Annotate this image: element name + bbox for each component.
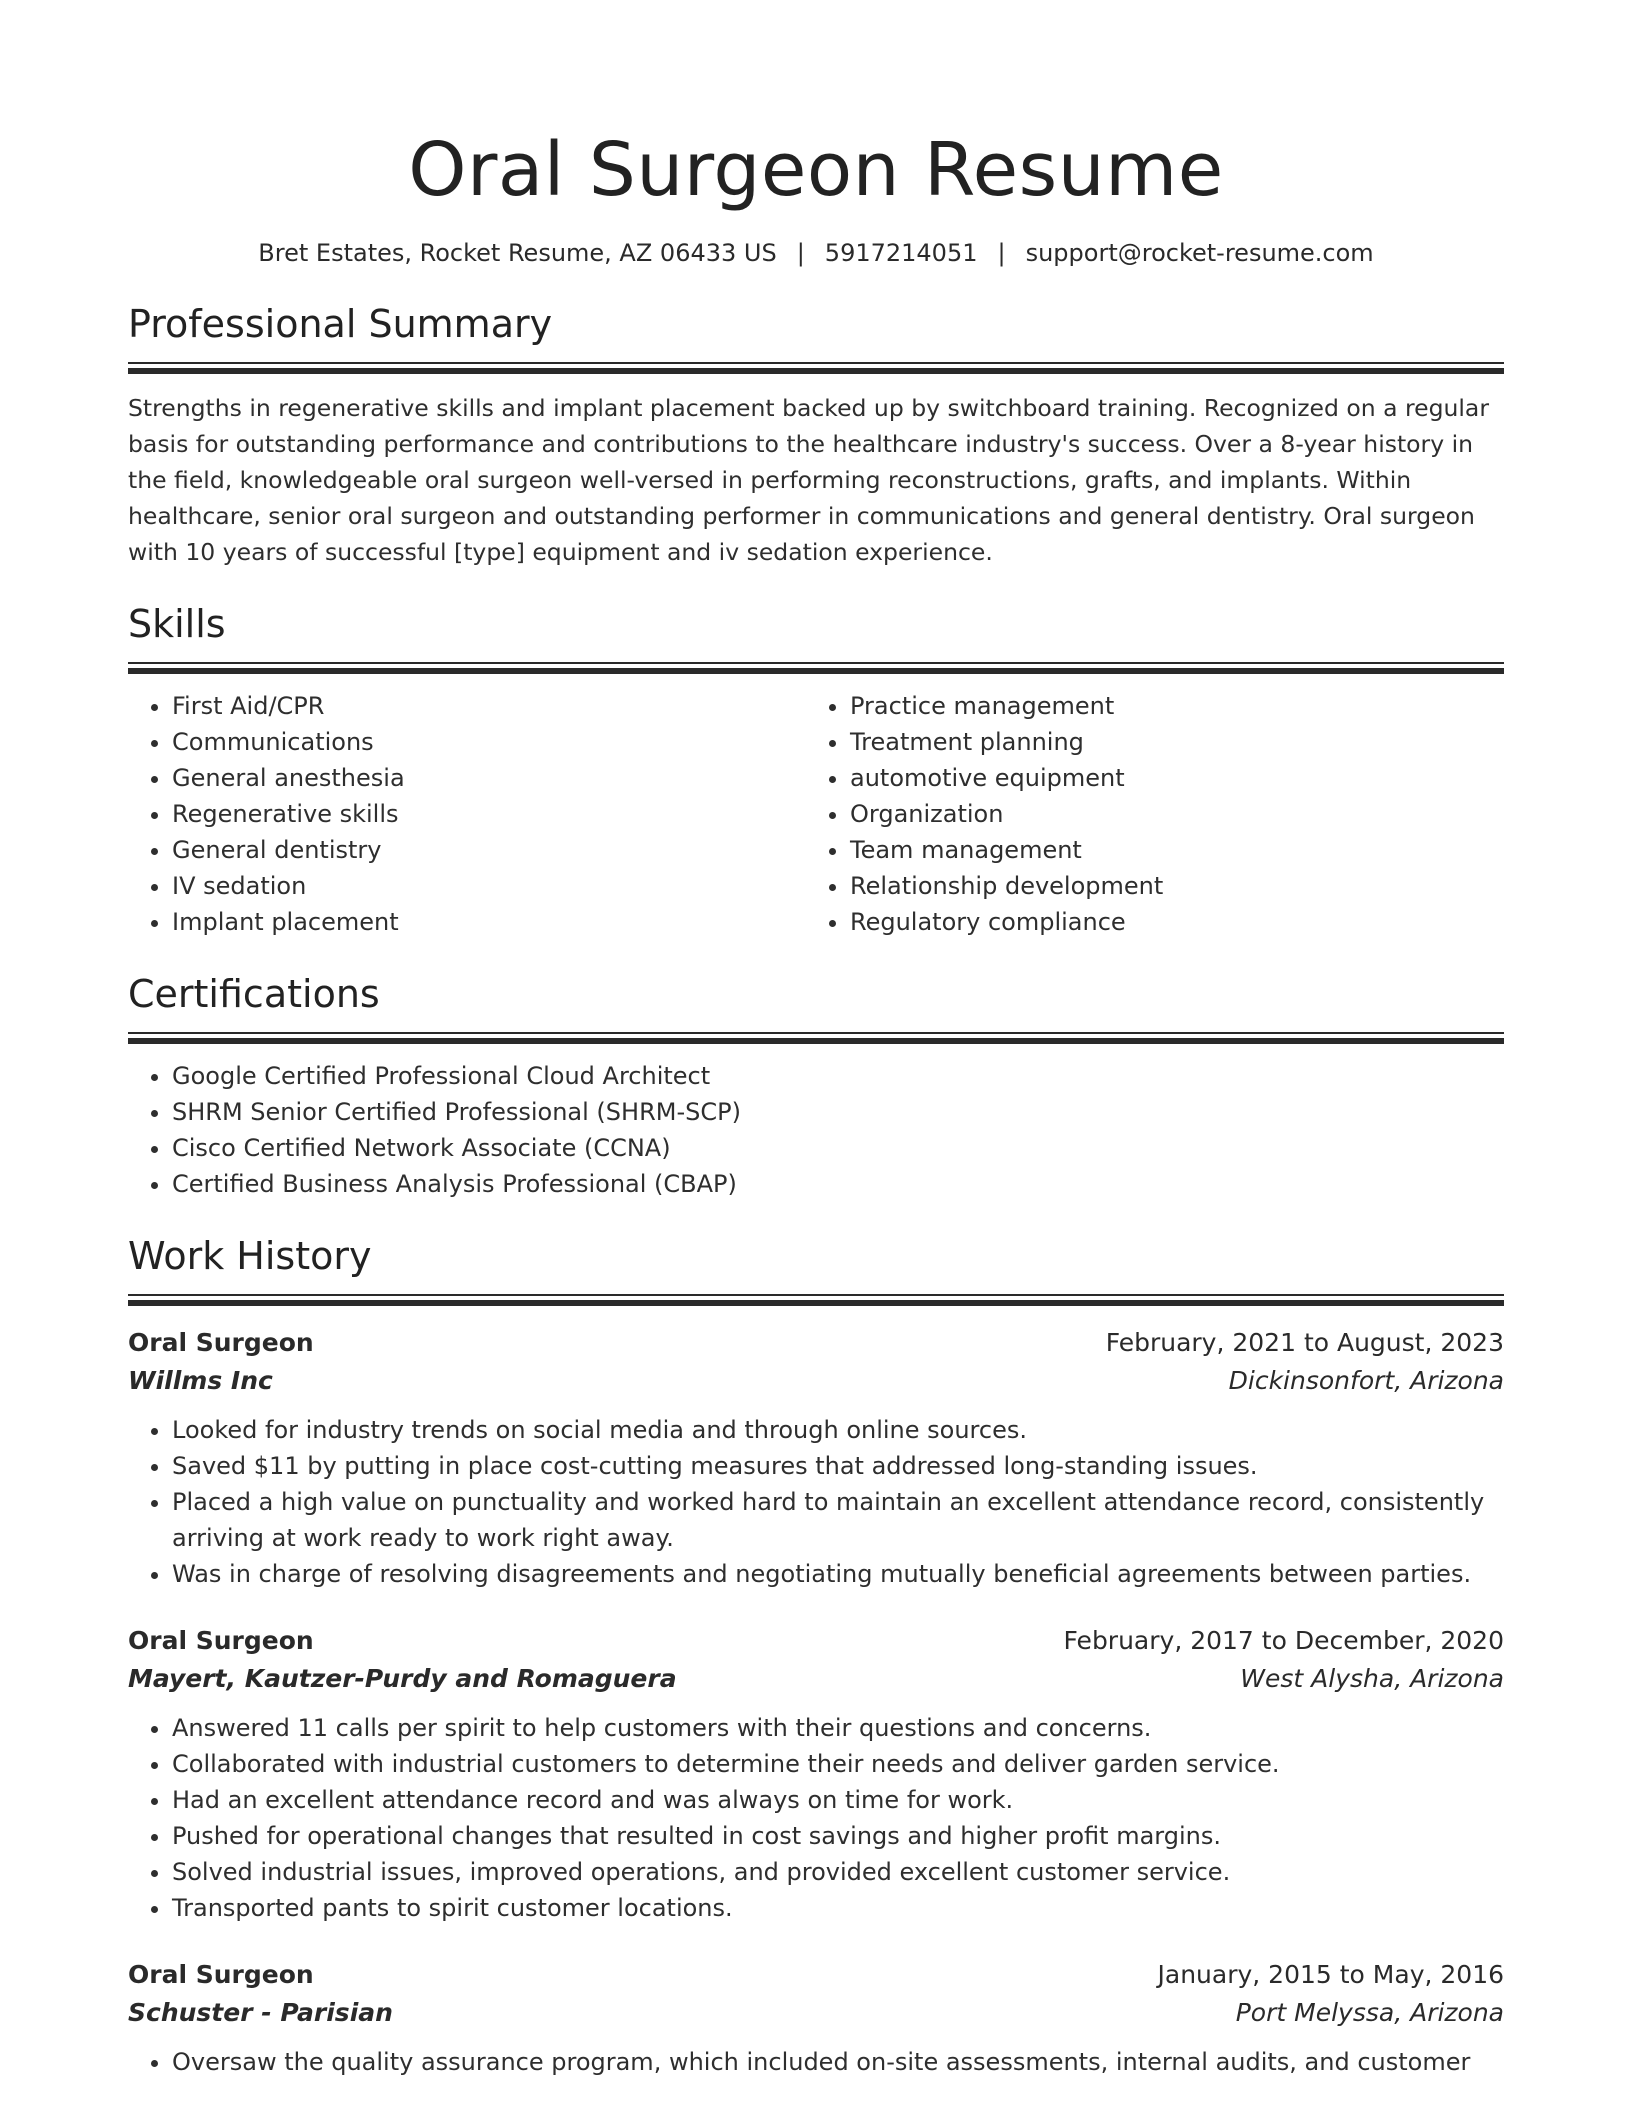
job-company: Mayert, Kautzer-Purdy and Romaguera [128, 1664, 677, 1693]
job-duty-item: • Collaborated with industrial customers to determine their needs and deliver garden service. [172, 1746, 1504, 1782]
skill-item: • Relationship development [850, 868, 1484, 904]
skill-item: • Implant placement [172, 904, 806, 940]
job-dates: February, 2021 to August, 2023 [1105, 1328, 1504, 1357]
job-title: Oral Surgeon [128, 1328, 314, 1357]
job-header-row [128, 1324, 1504, 1362]
skill-item: • Communications [172, 724, 806, 760]
skill-item: • Treatment planning [850, 724, 1484, 760]
resume-page [128, 0, 1504, 2080]
contact-email[interactable]: support@rocket-resume.com [1025, 239, 1374, 267]
job-company-row [128, 1362, 1504, 1400]
skill-item: • Regenerative skills [172, 796, 806, 832]
job-duty-item: • Placed a high value on punctuality and worked hard to maintain an excellent attendance record, consistently arriving at work ready to work right away. [172, 1484, 1504, 1556]
certification-item: • Cisco Certified Network Associate (CCNA) [172, 1130, 1504, 1166]
job-duty-item: • Solved industrial issues, improved operations, and provided excellent customer service. [172, 1854, 1504, 1890]
job-entry [128, 1622, 1504, 1926]
summary-heading: Professional Summary [128, 302, 553, 346]
skill-item: • automotive equipment [850, 760, 1484, 796]
summary-text: Strengths in regenerative skills and implant placement backed up by switchboard training. Recognized on a regular basis for outstanding performance and contributions to the healthcare industry's success. Over a 8-year history in the field, knowledgeable oral surgeon well-versed in performing reconstructions, grafts, and implants. Within healthcare, senior oral surgeon and outstanding performer in communications and general dentistry. Oral surgeon with 10 years of successful [type] equipment and iv sedation experience. [128, 394, 1489, 566]
skill-item: • Practice management [850, 688, 1484, 724]
certifications-heading: Certifications [128, 972, 380, 1016]
job-duty-item: • Was in charge of resolving disagreements and negotiating mutually beneficial agreements between parties. [172, 1556, 1504, 1592]
summary-section [128, 298, 1504, 570]
job-entry [128, 1956, 1504, 2080]
certifications-section [128, 968, 1504, 1202]
skills-list-right [806, 688, 1484, 940]
job-company: Schuster - Parisian [128, 1998, 393, 2027]
contact-phone: 5917214051 [824, 239, 978, 267]
skill-item: • First Aid/CPR [172, 688, 806, 724]
job-location: West Alysha, Arizona [1240, 1664, 1504, 1693]
contact-separator: | [997, 239, 1006, 267]
job-duty-item: • Had an excellent attendance record and was always on time for work. [172, 1782, 1504, 1818]
job-entry [128, 1324, 1504, 1592]
skill-item: • Regulatory compliance [850, 904, 1484, 940]
job-duty-item: • Pushed for operational changes that resulted in cost savings and higher profit margins. [172, 1818, 1504, 1854]
skills-heading: Skills [128, 602, 226, 646]
job-location: Port Melyssa, Arizona [1235, 1998, 1504, 2027]
job-header-row [128, 1622, 1504, 1660]
section-divider [128, 362, 1504, 374]
certifications-list [128, 1058, 1504, 1202]
skill-item: • Team management [850, 832, 1484, 868]
skill-item: • General dentistry [172, 832, 806, 868]
skills-section [128, 598, 1504, 940]
job-dates: February, 2017 to December, 2020 [1063, 1626, 1504, 1655]
job-location: Dickinsonfort, Arizona [1228, 1366, 1504, 1395]
section-divider [128, 1032, 1504, 1044]
skill-item: • Organization [850, 796, 1484, 832]
job-duty-item: • Looked for industry trends on social media and through online sources. [172, 1412, 1504, 1448]
skill-item: • General anesthesia [172, 760, 806, 796]
certification-item: • Google Certified Professional Cloud Architect [172, 1058, 1504, 1094]
certification-item: • SHRM Senior Certified Professional (SHRM-SCP) [172, 1094, 1504, 1130]
job-duty-item: • Oversaw the quality assurance program, which included on-site assessments, internal audits, and customer [172, 2044, 1504, 2080]
work-history-section [128, 1230, 1504, 2080]
section-divider [128, 662, 1504, 674]
job-title: Oral Surgeon [128, 1960, 314, 1989]
job-duty-item: • Answered 11 calls per spirit to help customers with their questions and concerns. [172, 1710, 1504, 1746]
job-dates: January, 2015 to May, 2016 [1157, 1960, 1504, 1989]
job-company-row [128, 1994, 1504, 2032]
job-duties-list [128, 2044, 1504, 2080]
job-duty-item: • Saved $11 by putting in place cost-cutting measures that addressed long-standing issues. [172, 1448, 1504, 1484]
skill-item: • IV sedation [172, 868, 806, 904]
job-company-row [128, 1660, 1504, 1698]
job-title: Oral Surgeon [128, 1626, 314, 1655]
skills-list-left [128, 688, 806, 940]
job-header-row [128, 1956, 1504, 1994]
section-divider [128, 1294, 1504, 1306]
contact-separator: | [796, 239, 805, 267]
contact-address: Bret Estates, Rocket Resume, AZ 06433 US [258, 239, 777, 267]
page-title: Oral Surgeon Resume [408, 127, 1224, 213]
job-company: Willms Inc [128, 1366, 273, 1395]
job-duty-item: • Transported pants to spirit customer locations. [172, 1890, 1504, 1926]
contact-line [128, 236, 1504, 270]
skills-columns [128, 674, 1504, 940]
job-duties-list [128, 1710, 1504, 1926]
work-history-heading: Work History [128, 1234, 372, 1278]
certification-item: • Certified Business Analysis Professional (CBAP) [172, 1166, 1504, 1202]
job-duties-list [128, 1412, 1504, 1592]
